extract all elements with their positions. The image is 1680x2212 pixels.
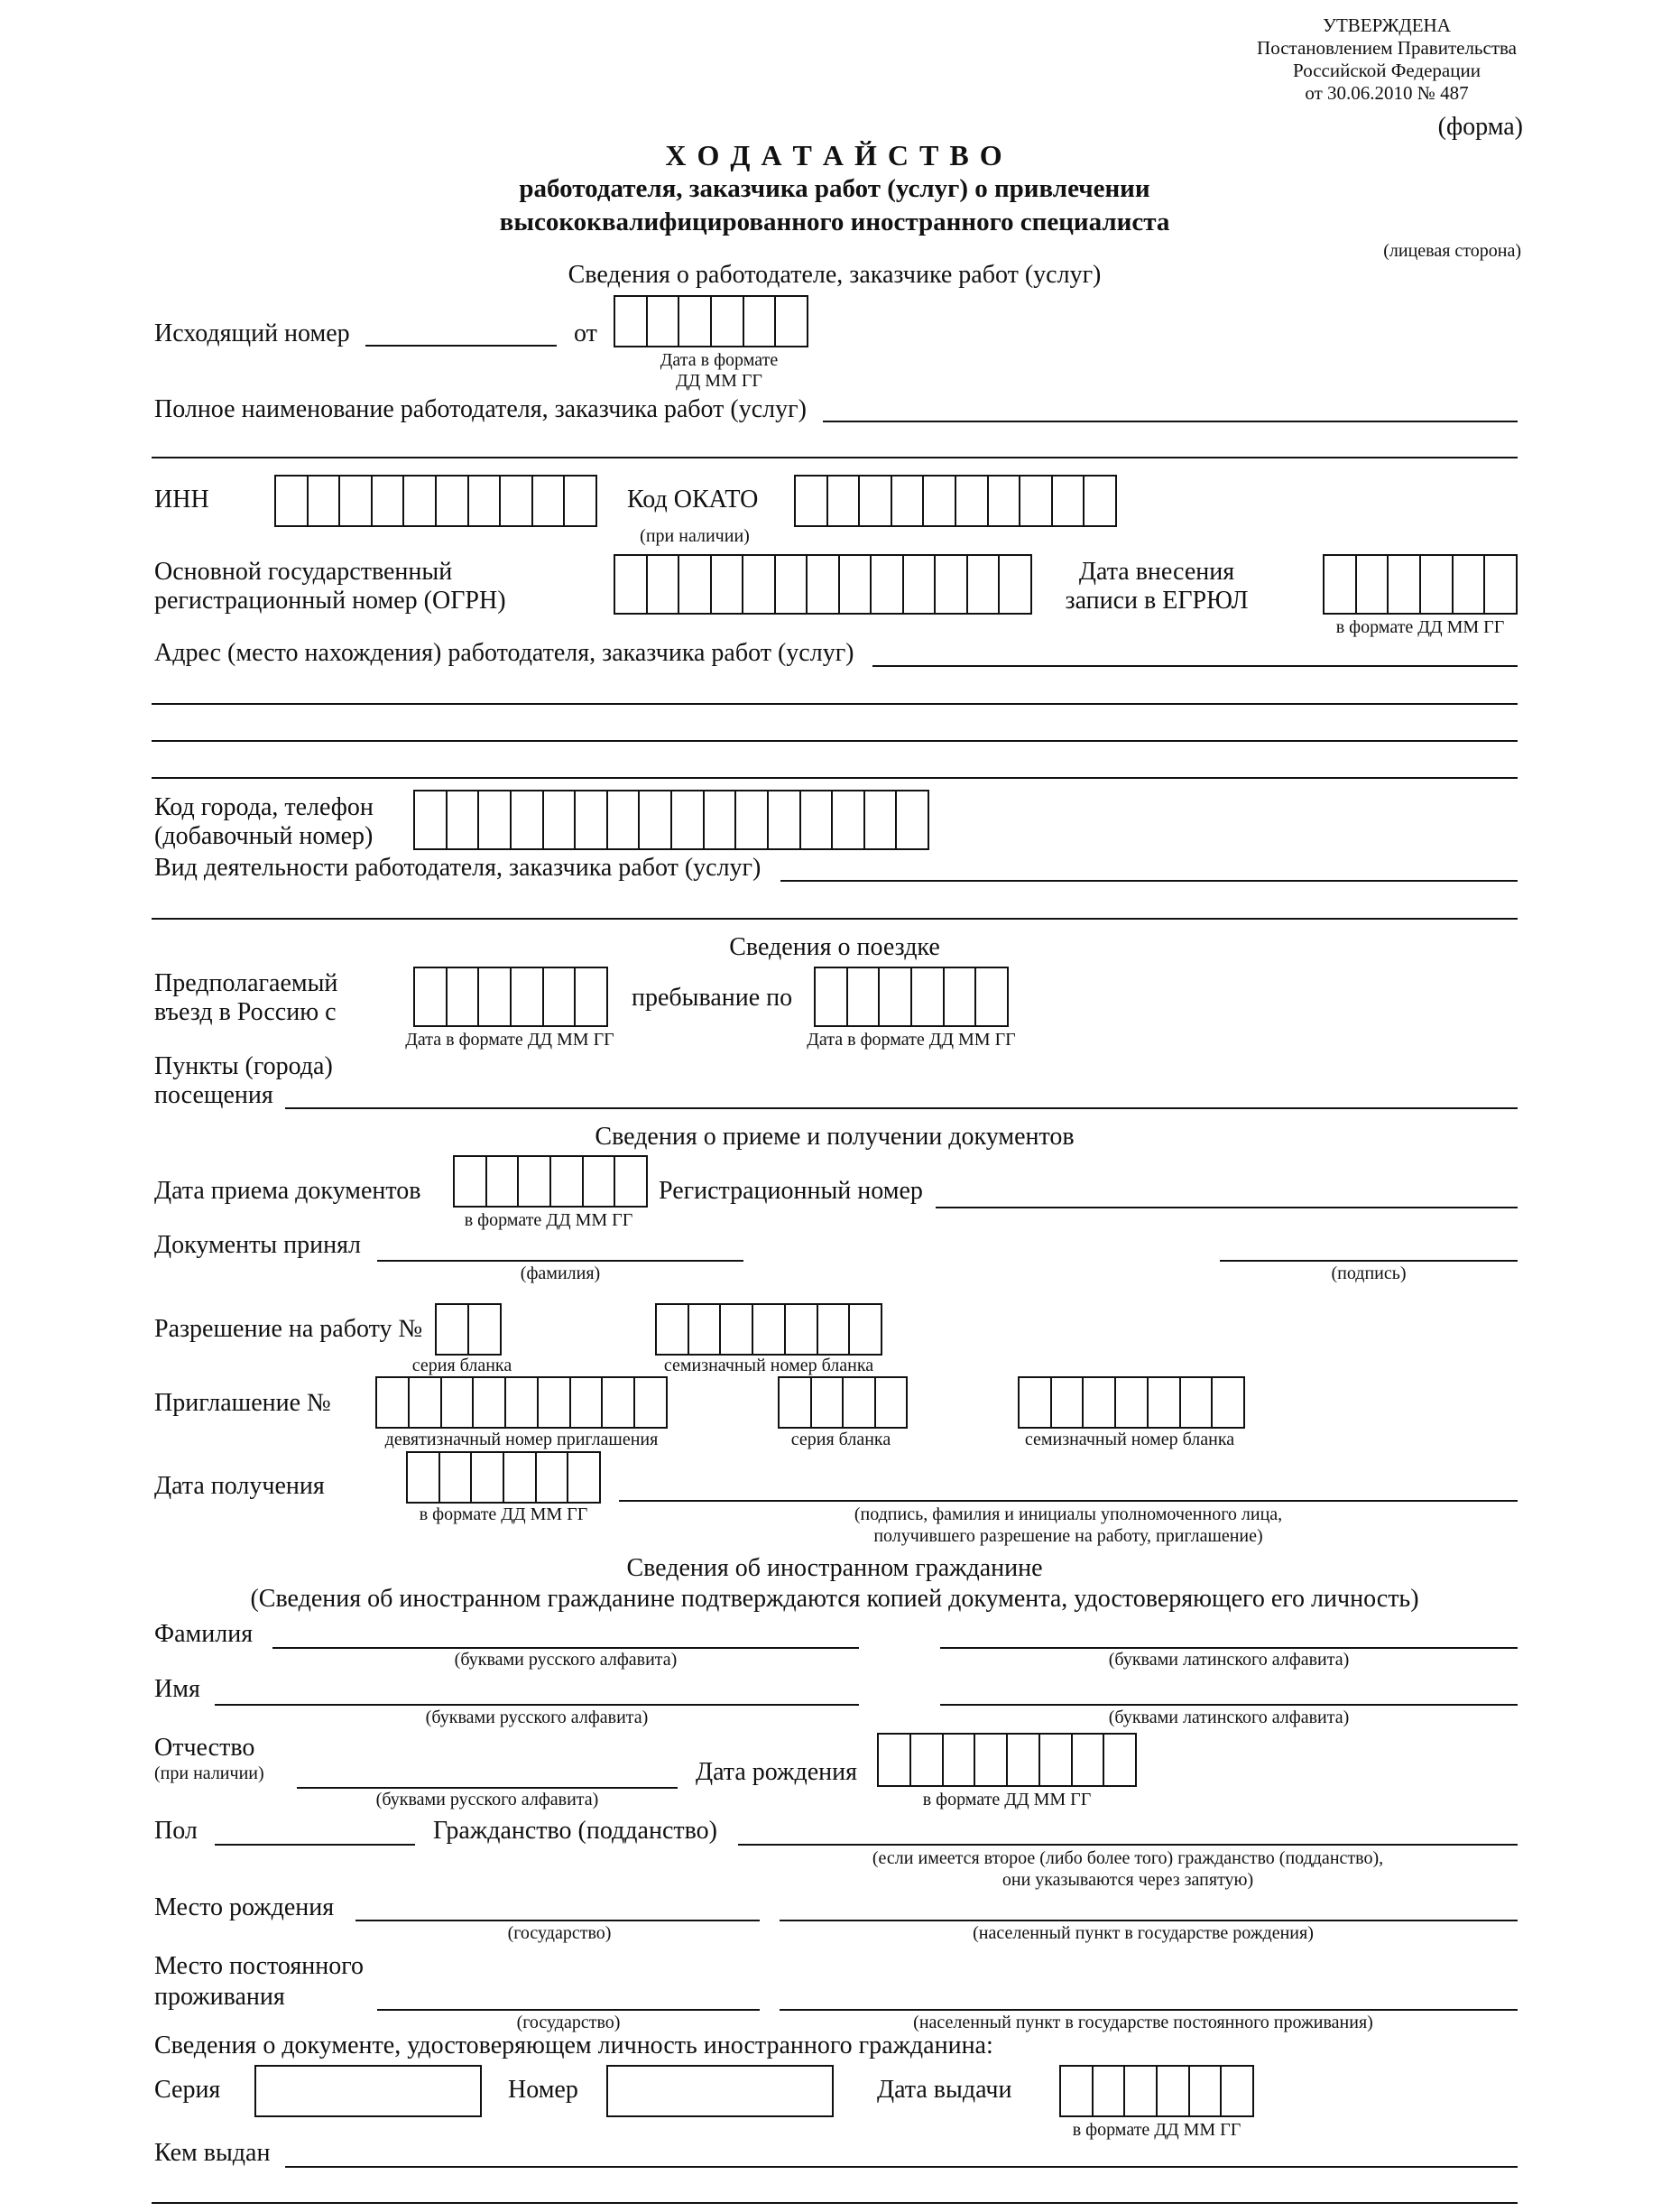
full-name-field-2[interactable] <box>152 457 1518 458</box>
id-issue-date-hint: в формате ДД ММ ГГ <box>1072 2120 1242 2140</box>
authorized-hint-1: (подпись, фамилия и инициалы уполномоченного лица, <box>854 1504 1283 1524</box>
entry-date-hint: Дата в формате ДД ММ ГГ <box>405 1030 614 1050</box>
surname-cyr-hint: (буквами русского алфавита) <box>454 1650 678 1670</box>
residence-locality-field[interactable] <box>780 2009 1518 2011</box>
date-hint-2: ДД ММ ГГ <box>676 371 762 391</box>
foreigner-heading: Сведения об иностранном гражданине <box>626 1554 1043 1582</box>
work-permit-series-cells[interactable] <box>435 1303 502 1356</box>
points-label-2: посещения <box>154 1081 273 1109</box>
egrul-date-cells[interactable] <box>1323 554 1518 615</box>
date-hint-1: Дата в формате <box>660 350 779 370</box>
sex-label: Пол <box>154 1817 198 1845</box>
stay-date-cells[interactable] <box>814 967 1009 1027</box>
approval-line-4: от 30.06.2010 № 487 <box>1305 82 1469 104</box>
trip-heading: Сведения о поездке <box>729 933 940 961</box>
title-sub-1: работодателя, заказчика работ (услуг) о привлечении <box>519 174 1150 203</box>
name-lat-field[interactable] <box>940 1704 1518 1706</box>
egrul-label-2: записи в ЕГРЮЛ <box>1065 587 1249 615</box>
birth-place-label: Место рождения <box>154 1893 335 1921</box>
residence-label-1: Место постоянного <box>154 1952 365 1980</box>
address-label: Адрес (место нахождения) работодателя, заказчика работ (услуг) <box>154 639 854 667</box>
citizenship-field[interactable] <box>738 1844 1518 1846</box>
full-name-field[interactable] <box>823 421 1518 422</box>
received-date-hint: в формате ДД ММ ГГ <box>464 1210 633 1230</box>
birth-date-cells[interactable] <box>877 1733 1137 1787</box>
name-cyr-hint: (буквами русского алфавита) <box>425 1708 649 1727</box>
id-issue-date-cells[interactable] <box>1059 2065 1254 2117</box>
phone-label-1: Код города, телефон <box>154 793 374 821</box>
documents-heading: Сведения о приеме и получении документов <box>595 1123 1075 1151</box>
name-lat-hint: (буквами латинского алфавита) <box>1108 1708 1350 1727</box>
invitation-number-hint: девятизначный номер приглашения <box>384 1430 659 1449</box>
authorized-hint-2: получившего разрешение на работу, приглашение) <box>873 1526 1263 1546</box>
accepted-by-signature-field[interactable] <box>1220 1260 1518 1262</box>
signature-hint: (подпись) <box>1331 1263 1407 1283</box>
residence-state-field[interactable] <box>377 2009 760 2011</box>
surname-cyr-field[interactable] <box>272 1647 859 1649</box>
citizenship-hint-2: они указываются через запятую) <box>1002 1870 1254 1890</box>
residence-label-2: проживания <box>154 1983 285 2011</box>
egrul-label-1: Дата внесения <box>1078 558 1235 586</box>
invitation-series-cells[interactable] <box>778 1376 908 1429</box>
address-field-4[interactable] <box>152 777 1518 779</box>
title-sub-2: высококвалифицированного иностранного специалиста <box>499 208 1170 236</box>
form-label: (форма) <box>1437 113 1523 141</box>
address-field-3[interactable] <box>152 740 1518 742</box>
birth-place-state-hint: (государство) <box>507 1923 612 1943</box>
ogrn-cells[interactable] <box>614 554 1032 615</box>
work-permit-label: Разрешение на работу № <box>154 1315 423 1343</box>
received-date-cells[interactable] <box>453 1155 648 1208</box>
accepted-by-surname-field[interactable] <box>377 1260 743 1262</box>
points-field[interactable] <box>285 1107 1518 1109</box>
birth-date-hint: в формате ДД ММ ГГ <box>922 1790 1092 1809</box>
surname-label: Фамилия <box>154 1620 254 1648</box>
egrul-hint: в формате ДД ММ ГГ <box>1335 617 1505 637</box>
page-title: Х О Д А Т А Й С Т В О <box>665 139 1004 171</box>
activity-field[interactable] <box>780 880 1518 882</box>
work-permit-number-cells[interactable] <box>655 1303 882 1356</box>
reg-number-field[interactable] <box>936 1207 1518 1208</box>
surname-lat-field[interactable] <box>940 1647 1518 1649</box>
address-field[interactable] <box>872 665 1518 667</box>
id-number-box[interactable] <box>606 2065 834 2117</box>
id-number-label: Номер <box>508 2076 578 2104</box>
phone-cells[interactable] <box>413 790 929 850</box>
outgoing-number-field[interactable] <box>365 345 557 347</box>
patronymic-if-any: (при наличии) <box>154 1763 264 1783</box>
address-field-2[interactable] <box>152 703 1518 705</box>
patronymic-field[interactable] <box>297 1787 678 1789</box>
invitation-label: Приглашение № <box>154 1389 331 1417</box>
name-cyr-field[interactable] <box>215 1704 859 1706</box>
okato-if-any: (при наличии) <box>640 526 750 546</box>
stay-label: пребывание по <box>632 984 793 1012</box>
okato-label: Код ОКАТО <box>627 486 759 514</box>
invitation-form-number-hint: семизначный номер бланка <box>1024 1430 1235 1449</box>
employer-heading: Сведения о работодателе, заказчике работ (услуг) <box>568 261 1102 289</box>
patronymic-label: Отчество <box>154 1734 255 1762</box>
reg-number-label: Регистрационный номер <box>659 1177 923 1205</box>
invitation-form-number-cells[interactable] <box>1018 1376 1245 1429</box>
work-permit-series-hint: серия бланка <box>411 1356 512 1375</box>
birth-place-locality-field[interactable] <box>780 1920 1518 1921</box>
citizenship-hint-1: (если имеется второе (либо более того) гражданство (подданство), <box>872 1848 1384 1868</box>
birth-place-state-field[interactable] <box>355 1920 760 1921</box>
outgoing-date-cells[interactable] <box>614 295 808 347</box>
full-name-label: Полное наименование работодателя, заказчика работ (услуг) <box>154 395 807 423</box>
sex-field[interactable] <box>215 1844 415 1846</box>
accepted-by-label: Документы принял <box>154 1231 361 1259</box>
id-issue-date-label: Дата выдачи <box>877 2076 1012 2104</box>
receipt-date-label: Дата получения <box>154 1472 325 1500</box>
residence-locality-hint: (населенный пункт в государстве постоянного проживания) <box>913 2013 1373 2032</box>
points-label-1: Пункты (города) <box>154 1052 333 1080</box>
citizenship-label: Гражданство (подданство) <box>433 1817 717 1845</box>
outgoing-number-label: Исходящий номер <box>154 319 350 347</box>
name-label: Имя <box>154 1675 200 1703</box>
ogrn-label-2: регистрационный номер (ОГРН) <box>154 587 506 615</box>
entry-label-2: въезд в Россию с <box>154 998 337 1026</box>
id-series-box[interactable] <box>254 2065 482 2117</box>
work-permit-number-hint: семизначный номер бланка <box>663 1356 874 1375</box>
foreigner-subheading: (Сведения об иностранном гражданине подтверждаются копией документа, удостоверяющего его личность) <box>250 1585 1419 1613</box>
stay-date-hint: Дата в формате ДД ММ ГГ <box>807 1030 1016 1050</box>
residence-state-hint: (государство) <box>516 2013 621 2032</box>
birth-date-label: Дата рождения <box>696 1758 857 1786</box>
receipt-date-cells[interactable] <box>406 1451 601 1504</box>
ogrn-label-1: Основной государственный <box>154 558 453 586</box>
invitation-number-cells[interactable] <box>375 1376 668 1429</box>
surname-hint: (фамилия) <box>520 1263 601 1283</box>
entry-date-cells[interactable] <box>413 967 608 1027</box>
okato-cells[interactable] <box>794 475 1117 527</box>
id-document-heading: Сведения о документе, удостоверяющем личность иностранного гражданина: <box>154 2032 993 2059</box>
surname-lat-hint: (буквами латинского алфавита) <box>1108 1650 1350 1670</box>
receipt-date-hint: в формате ДД ММ ГГ <box>419 1504 588 1524</box>
approval-line-1: УТВЕРЖДЕНА <box>1323 14 1451 36</box>
received-date-label: Дата приема документов <box>154 1177 421 1205</box>
issued-by-field[interactable] <box>285 2166 1518 2168</box>
approval-line-3: Российской Федерации <box>1293 60 1481 81</box>
invitation-series-hint: серия бланка <box>790 1430 891 1449</box>
authorized-person-field[interactable] <box>619 1500 1518 1502</box>
activity-label: Вид деятельности работодателя, заказчика работ (услуг) <box>154 854 762 882</box>
inn-label: ИНН <box>154 486 209 514</box>
issued-by-label: Кем выдан <box>154 2139 271 2167</box>
issued-by-field-2[interactable] <box>152 2202 1518 2204</box>
patronymic-hint: (буквами русского алфавита) <box>375 1790 599 1809</box>
entry-label-1: Предполагаемый <box>154 969 338 997</box>
side-label: (лицевая сторона) <box>1383 241 1521 261</box>
activity-field-2[interactable] <box>152 918 1518 920</box>
from-label: от <box>574 319 597 347</box>
approval-line-2: Постановлением Правительства <box>1257 37 1517 59</box>
id-series-label: Серия <box>154 2076 221 2104</box>
inn-cells[interactable] <box>274 475 597 527</box>
birth-place-locality-hint: (населенный пункт в государстве рождения) <box>973 1923 1314 1943</box>
phone-label-2: (добавочный номер) <box>154 822 374 850</box>
